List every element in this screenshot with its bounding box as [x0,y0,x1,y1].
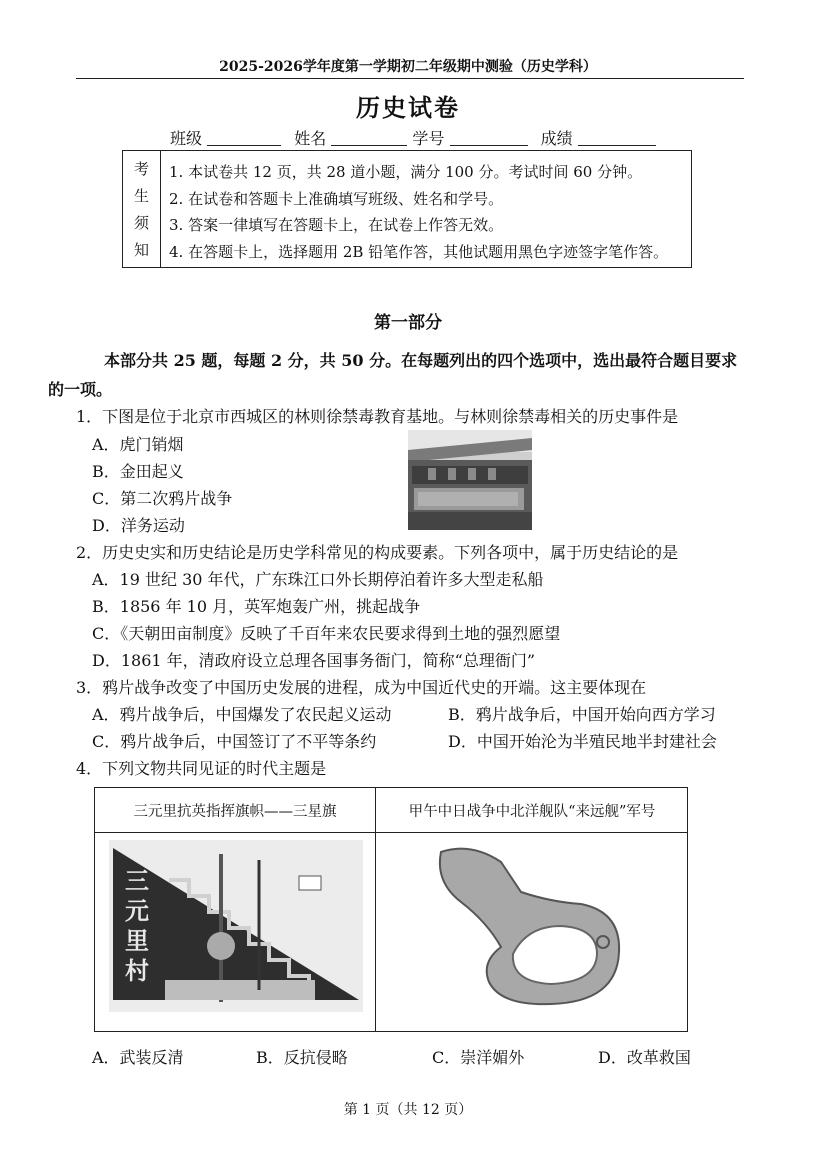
section-title: 第一部分 [374,313,442,333]
question-1-stem: 1．下图是位于北京市西城区的林则徐禁毒教育基地。与林则徐禁毒相关的历史事件是 [76,407,679,426]
question-1-option-c[interactable]: C．第二次鸦片战争 [92,489,233,508]
intro-line: 本部分共 25 题，每题 2 分，共 50 分。在每题列出的四个选项中，选出最符合题目要求 [104,351,738,370]
question-2-option-b[interactable]: B．1856 年 10 月，英军炮轰广州，挑起战争 [92,597,421,616]
notice-label-char: 须 [133,214,149,232]
question-3-option-c[interactable]: C．鸦片战争后，中国签订了不平等条约 [92,732,377,751]
sanxing-flag-photo [109,840,363,1012]
score-label: 成绩 [540,129,573,148]
notice-item: 4. 在答题卡上，选择题用 2B 铅笔作答，其他试题用黑色字迹签字笔作答。 [169,242,669,261]
student-info-line [170,126,656,149]
question-3-option-d[interactable]: D．中国开始沦为半殖民地半封建社会 [448,732,717,751]
name-label: 姓名 [294,129,327,148]
student-id-label: 学号 [412,129,445,148]
table-header-bugle: 甲午中日战争中北洋舰队“来远舰”军号 [408,804,656,820]
bugle-icon [431,842,631,1012]
lin-zexu-memorial-photo [408,430,532,530]
notice-box [122,150,692,268]
memorial-building-image [408,430,532,530]
notice-label-char: 生 [133,187,149,205]
question-1-option-d[interactable]: D．洋务运动 [92,516,185,535]
header-rule [76,78,744,79]
question-4-option-a[interactable]: A．武装反清 [92,1048,184,1067]
laiyuan-bugle-photo [431,842,631,1012]
notice-label [123,151,161,267]
question-4-option-b[interactable]: B．反抗侵略 [256,1048,348,1067]
score-blank[interactable] [578,129,656,146]
artifact-table [94,787,688,1032]
notice-items [169,159,668,265]
page-number: 第 1 页（共 12 页） [343,1102,473,1118]
notice-item: 1. 本试卷共 12 页，共 28 道小题，满分 100 分。考试时间 60 分钟。 [169,163,643,181]
question-1-option-a[interactable]: A．虎门销烟 [92,435,184,454]
notice-label-char: 考 [133,160,149,178]
table-header-flag: 三元里抗英指挥旗帜——三星旗 [133,804,337,820]
question-3-option-b[interactable]: B．鸦片战争后，中国开始向西方学习 [448,705,716,724]
student-id-blank[interactable] [450,129,528,146]
question-4-option-d[interactable]: D．改革救国 [598,1048,691,1067]
exam-header: 2025-2026学年度第一学期初二年级期中测验（历史学科） [219,59,597,75]
notice-item: 3. 答案一律填写在答题卡上，在试卷上作答无效。 [169,216,504,234]
question-3-stem: 3．鸦片战争改变了中国历史发展的进程，成为中国近代史的开端。这主要体现在 [76,678,647,697]
question-3-option-a[interactable]: A．鸦片战争后，中国爆发了农民起义运动 [92,705,392,724]
table-divider-vertical [375,788,376,1031]
question-2-stem: 2．历史史实和历史结论是历史学科常见的构成要素。下列各项中，属于历史结论的是 [76,543,679,562]
name-blank[interactable] [331,129,407,146]
question-2-option-c[interactable]: C．《天朝田亩制度》反映了千百年来农民要求得到土地的强烈愿望 [92,624,561,643]
class-blank[interactable] [207,129,281,146]
flag-inscription: 三元里村 [125,866,149,985]
class-label: 班级 [170,129,203,148]
question-4-stem: 4．下列文物共同见证的时代主题是 [76,759,327,778]
question-1-option-b[interactable]: B．金田起义 [92,462,184,481]
notice-label-char: 知 [133,241,149,259]
notice-item: 2. 在试卷和答题卡上准确填写班级、姓名和学号。 [169,189,504,208]
question-4-option-c[interactable]: C．崇洋媚外 [432,1048,525,1067]
section-intro [48,346,740,404]
page-title: 历史试卷 [356,93,460,122]
table-divider-horizontal [95,832,687,833]
intro-line: 的一项。 [48,380,113,399]
question-2-option-d[interactable]: D．1861 年，清政府设立总理各国事务衙门，简称“总理衙门” [92,651,535,670]
question-2-option-a[interactable]: A．19 世纪 30 年代，广东珠江口外长期停泊着许多大型走私船 [92,570,544,589]
